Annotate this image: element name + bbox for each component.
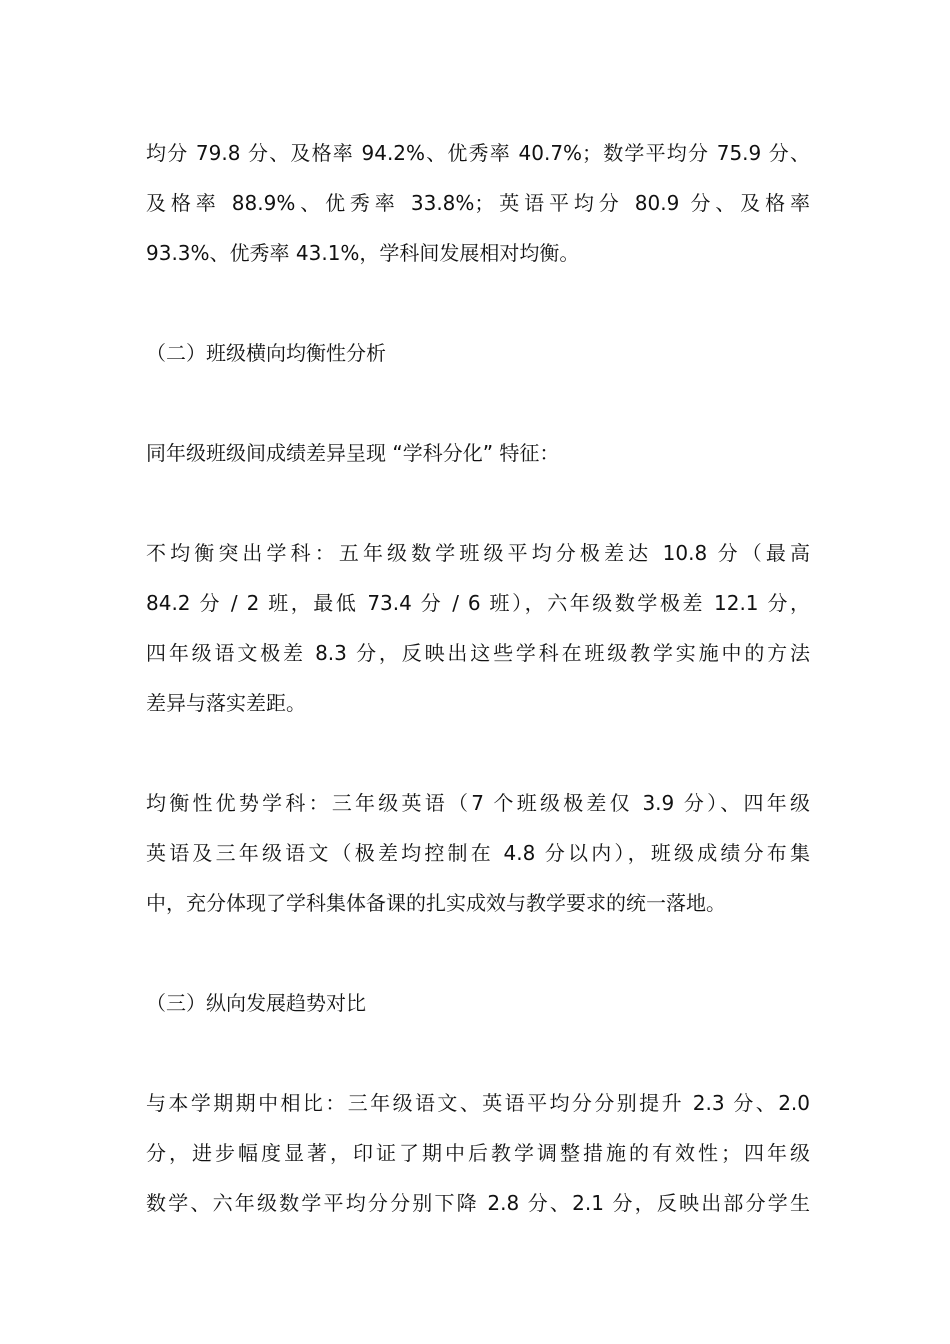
text-line: 均分 79.8 分、及格率 94.2%、优秀率 40.7%；数学平均分 75.9 分、 [146, 141, 810, 165]
section-heading: （三）纵向发展趋势对比 [146, 991, 366, 1015]
text-line: 中，充分体现了学科集体备课的扎实成效与教学要求的统一落地。 [146, 891, 726, 915]
text-line: 及格率 88.9%、优秀率 33.8%；英语平均分 80.9 分、及格率 [146, 191, 810, 215]
text-line: 不均衡突出学科：五年级数学班级平均分极差达 10.8 分（最高 [146, 541, 810, 565]
text-line: 同年级班级间成绩差异呈现 “学科分化” 特征： [146, 441, 560, 465]
text-line: 84.2 分 / 2 班，最低 73.4 分 / 6 班），六年级数学极差 12.1 分， [146, 591, 810, 615]
paragraph-class-difference [146, 428, 810, 478]
section-heading-trend [146, 978, 810, 1028]
text-line: 分，进步幅度显著，印证了期中后教学调整措施的有效性；四年级 [146, 1141, 810, 1165]
text-line: 四年级语文极差 8.3 分，反映出这些学科在班级教学实施中的方法 [146, 641, 810, 665]
section-heading-class-balance [146, 328, 810, 378]
paragraph-balanced-subjects [146, 778, 810, 928]
paragraph-trend-comparison [146, 1078, 810, 1228]
document-body [146, 128, 810, 1278]
paragraph-subject-scores [146, 128, 810, 278]
text-line: 数学、六年级数学平均分分别下降 2.8 分、2.1 分，反映出部分学生 [146, 1191, 810, 1215]
text-line: 差异与落实差距。 [146, 691, 306, 715]
text-line: 英语及三年级语文（极差均控制在 4.8 分以内），班级成绩分布集 [146, 841, 810, 865]
section-heading: （二）班级横向均衡性分析 [146, 341, 386, 365]
text-line: 与本学期期中相比：三年级语文、英语平均分分别提升 2.3 分、2.0 [146, 1091, 810, 1115]
text-line: 均衡性优势学科：三年级英语（7 个班级极差仅 3.9 分）、四年级 [146, 791, 810, 815]
text-line: 93.3%、优秀率 43.1%，学科间发展相对均衡。 [146, 241, 580, 265]
paragraph-unbalanced-subjects [146, 528, 810, 728]
